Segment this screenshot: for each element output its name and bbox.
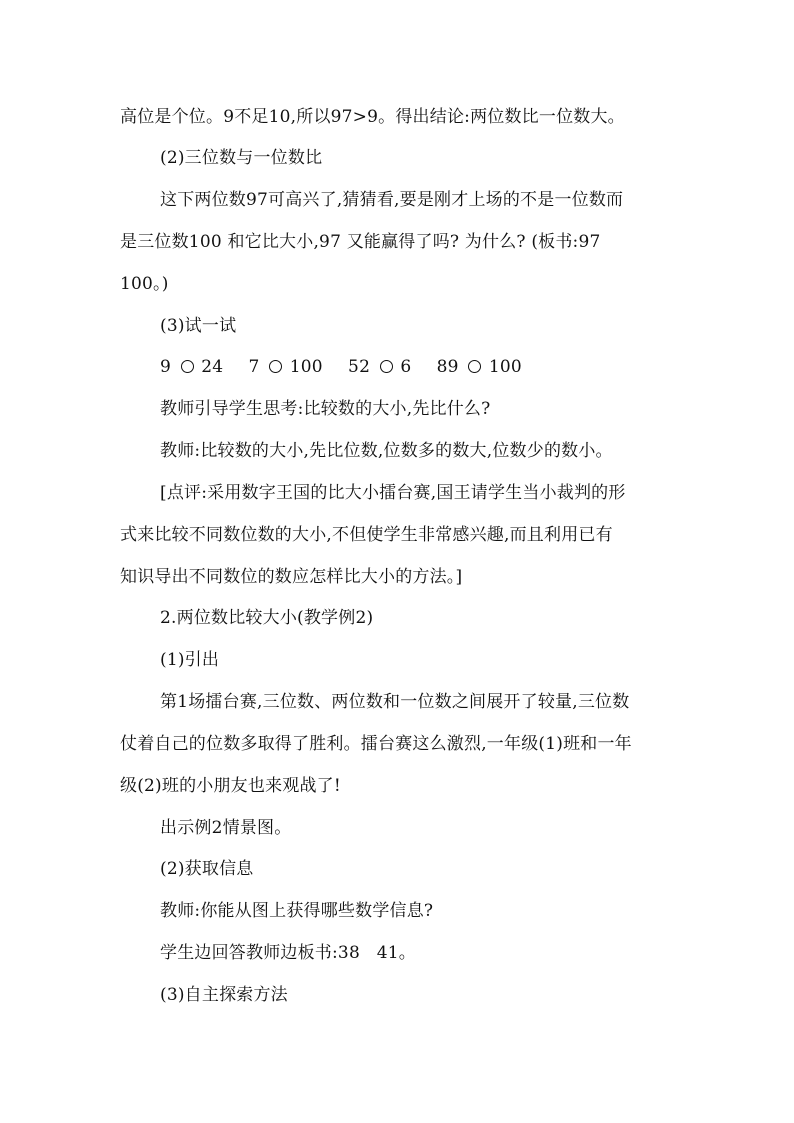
comparison-exercise — [160, 356, 522, 378]
section-heading: (3)试一试 — [160, 316, 237, 336]
section-heading: 2.两位数比较大小(教学例2) — [160, 608, 374, 628]
commentary-line: [点评:采用数字王国的比大小擂台赛,国王请学生当小裁判的形 — [160, 483, 626, 503]
commentary-line: 式来比较不同数位数的大小,不但使学生非常感兴趣,而且利用已有 — [120, 525, 613, 545]
section-heading: (3)自主探索方法 — [160, 985, 288, 1005]
comparison-right: 24 — [201, 357, 224, 377]
comparison-left: 89 — [436, 357, 459, 377]
blank-circle-icon — [380, 360, 393, 373]
comparison-item — [160, 356, 223, 378]
paragraph-line: 教师:比较数的大小,先比位数,位数多的数大,位数少的数小。 — [160, 441, 613, 461]
paragraph-line: 出示例2情景图。 — [160, 818, 292, 838]
comparison-item — [249, 356, 323, 378]
comparison-right: 100 — [289, 357, 323, 377]
paragraph-line: 级(2)班的小朋友也来观战了! — [120, 776, 341, 796]
section-heading: (2)获取信息 — [160, 859, 254, 879]
blank-circle-icon — [468, 360, 481, 373]
paragraph-line: 100。) — [120, 274, 169, 294]
commentary-line: 知识导出不同数位的数应怎样比大小的方法。] — [120, 567, 463, 587]
paragraph-line: 是三位数100 和它比大小,97 又能赢得了吗? 为什么? (板书:97 — [120, 232, 601, 252]
comparison-right: 100 — [488, 357, 522, 377]
paragraph-line: 教师:你能从图上获得哪些数学信息? — [160, 901, 434, 921]
paragraph-line: 高位是个位。9不足10,所以97>9。得出结论:两位数比一位数大。 — [120, 107, 625, 127]
comparison-left: 52 — [348, 357, 371, 377]
paragraph-line: 学生边回答教师边板书:38 41。 — [160, 943, 417, 963]
comparison-item — [348, 356, 411, 378]
paragraph-line: 教师引导学生思考:比较数的大小,先比什么? — [160, 399, 491, 419]
section-heading: (2)三位数与一位数比 — [160, 148, 323, 168]
comparison-left: 9 — [160, 357, 172, 377]
blank-circle-icon — [181, 360, 194, 373]
paragraph-line: 第1场擂台赛,三位数、两位数和一位数之间展开了较量,三位数 — [160, 692, 630, 712]
paragraph-line: 这下两位数97可高兴了,猜猜看,要是刚才上场的不是一位数而 — [160, 190, 624, 210]
paragraph-line: 仗着自己的位数多取得了胜利。擂台赛这么激烈,一年级(1)班和一年 — [120, 734, 632, 754]
comparison-right: 6 — [400, 357, 412, 377]
comparison-left: 7 — [248, 357, 260, 377]
comparison-item — [437, 356, 522, 378]
blank-circle-icon — [269, 360, 282, 373]
section-heading: (1)引出 — [160, 650, 220, 670]
